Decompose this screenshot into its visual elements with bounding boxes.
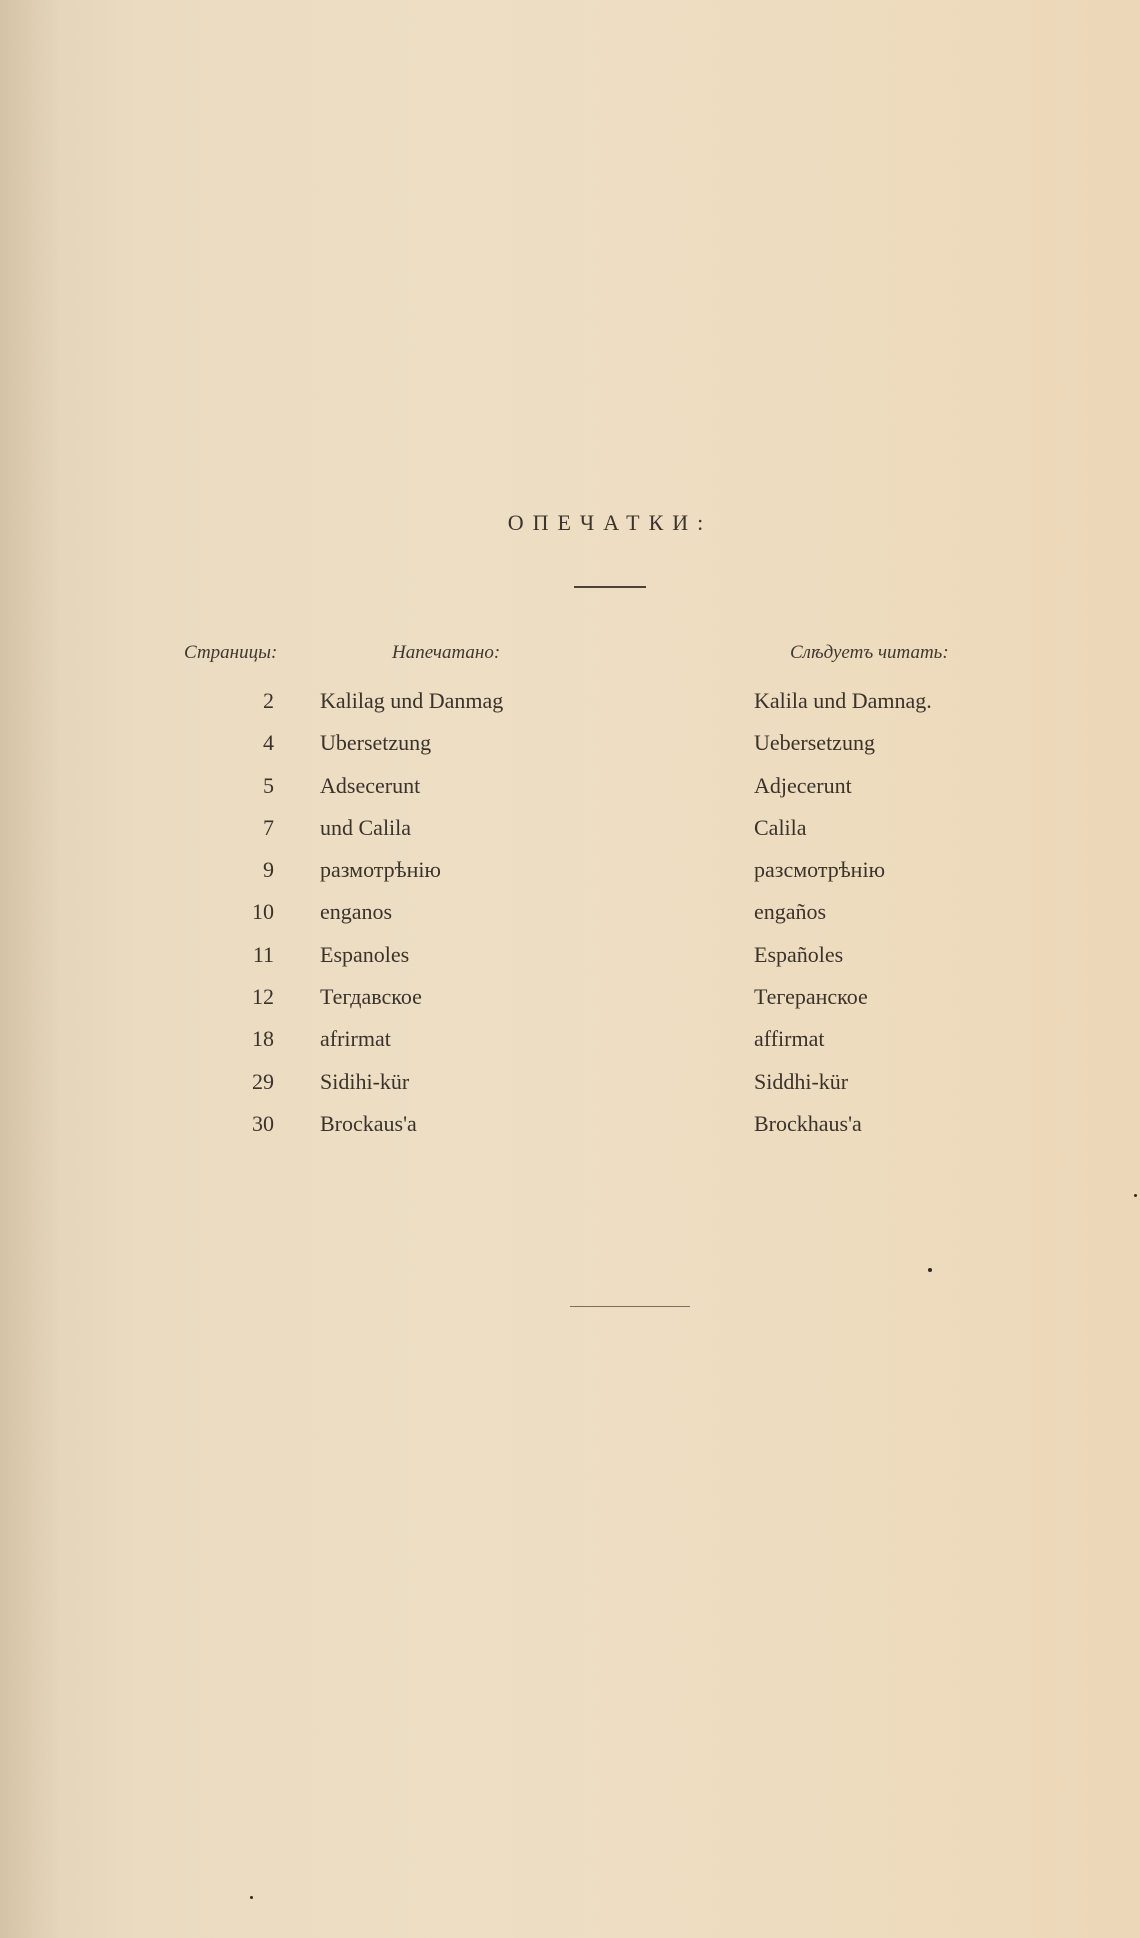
column-header-should-read: Слѣдуетъ читать:	[790, 642, 949, 663]
page-number: 4	[263, 730, 274, 756]
table-row	[0, 982, 1140, 1024]
page-number: 7	[263, 814, 274, 840]
printed-text: Sidihi-kür	[320, 1068, 410, 1094]
printed-text: Espanoles	[320, 941, 410, 967]
table-row	[0, 1067, 1140, 1109]
page-number: 18	[252, 1026, 274, 1052]
correct-text: Siddhi-kür	[754, 1068, 849, 1094]
table-row	[0, 897, 1140, 939]
closing-divider	[570, 1306, 690, 1307]
table-row	[0, 686, 1140, 728]
table-row	[0, 1109, 1140, 1151]
page-number: 10	[252, 899, 274, 925]
column-header-pages: Страницы:	[184, 642, 278, 663]
page-title: ОПЕЧАТКИ:	[507, 510, 713, 535]
errata-table	[0, 686, 1140, 1151]
printed-text: afrirmat	[320, 1026, 391, 1052]
table-row	[0, 940, 1140, 982]
correct-text: Kalila und Damnag.	[754, 688, 932, 713]
column-header-printed: Напечатано:	[392, 642, 501, 663]
printed-text: размотрѣнію	[320, 857, 441, 883]
printed-text: Ubersetzung	[320, 730, 432, 756]
correct-text: affirmat	[754, 1026, 825, 1052]
page-number: 5	[263, 772, 274, 798]
printed-text: Brockaus'a	[320, 1110, 417, 1136]
printed-text: und Calila	[320, 814, 412, 840]
correct-text: Uebersetzung	[754, 730, 875, 756]
correct-text: Тегеранское	[754, 984, 868, 1010]
correct-text: Brockhaus'a	[754, 1110, 862, 1136]
table-row	[0, 771, 1140, 813]
page-number: 2	[263, 688, 274, 713]
correct-text: Adjecerunt	[754, 772, 852, 798]
correct-text: Calila	[754, 814, 807, 840]
ink-speck	[1134, 1194, 1137, 1197]
ink-speck	[928, 1268, 932, 1272]
printed-text: Adsecerunt	[320, 772, 421, 798]
page-number: 9	[263, 857, 274, 883]
correct-text: Españoles	[754, 941, 844, 967]
page-number: 30	[252, 1110, 274, 1136]
table-row	[0, 728, 1140, 770]
table-row	[0, 1024, 1140, 1066]
page-number: 12	[252, 984, 274, 1010]
page-number: 11	[252, 941, 274, 967]
correct-text: engaños	[754, 899, 827, 925]
printed-text: Kalilag und Danmag	[320, 688, 504, 713]
printed-text: enganos	[320, 899, 393, 925]
printed-text: Тегдавское	[320, 984, 422, 1010]
page-number: 29	[252, 1068, 274, 1094]
table-row	[0, 813, 1140, 855]
title-divider	[574, 586, 646, 588]
correct-text: разсмотрѣнію	[754, 857, 886, 883]
ink-speck	[250, 1896, 253, 1899]
table-row	[0, 855, 1140, 897]
